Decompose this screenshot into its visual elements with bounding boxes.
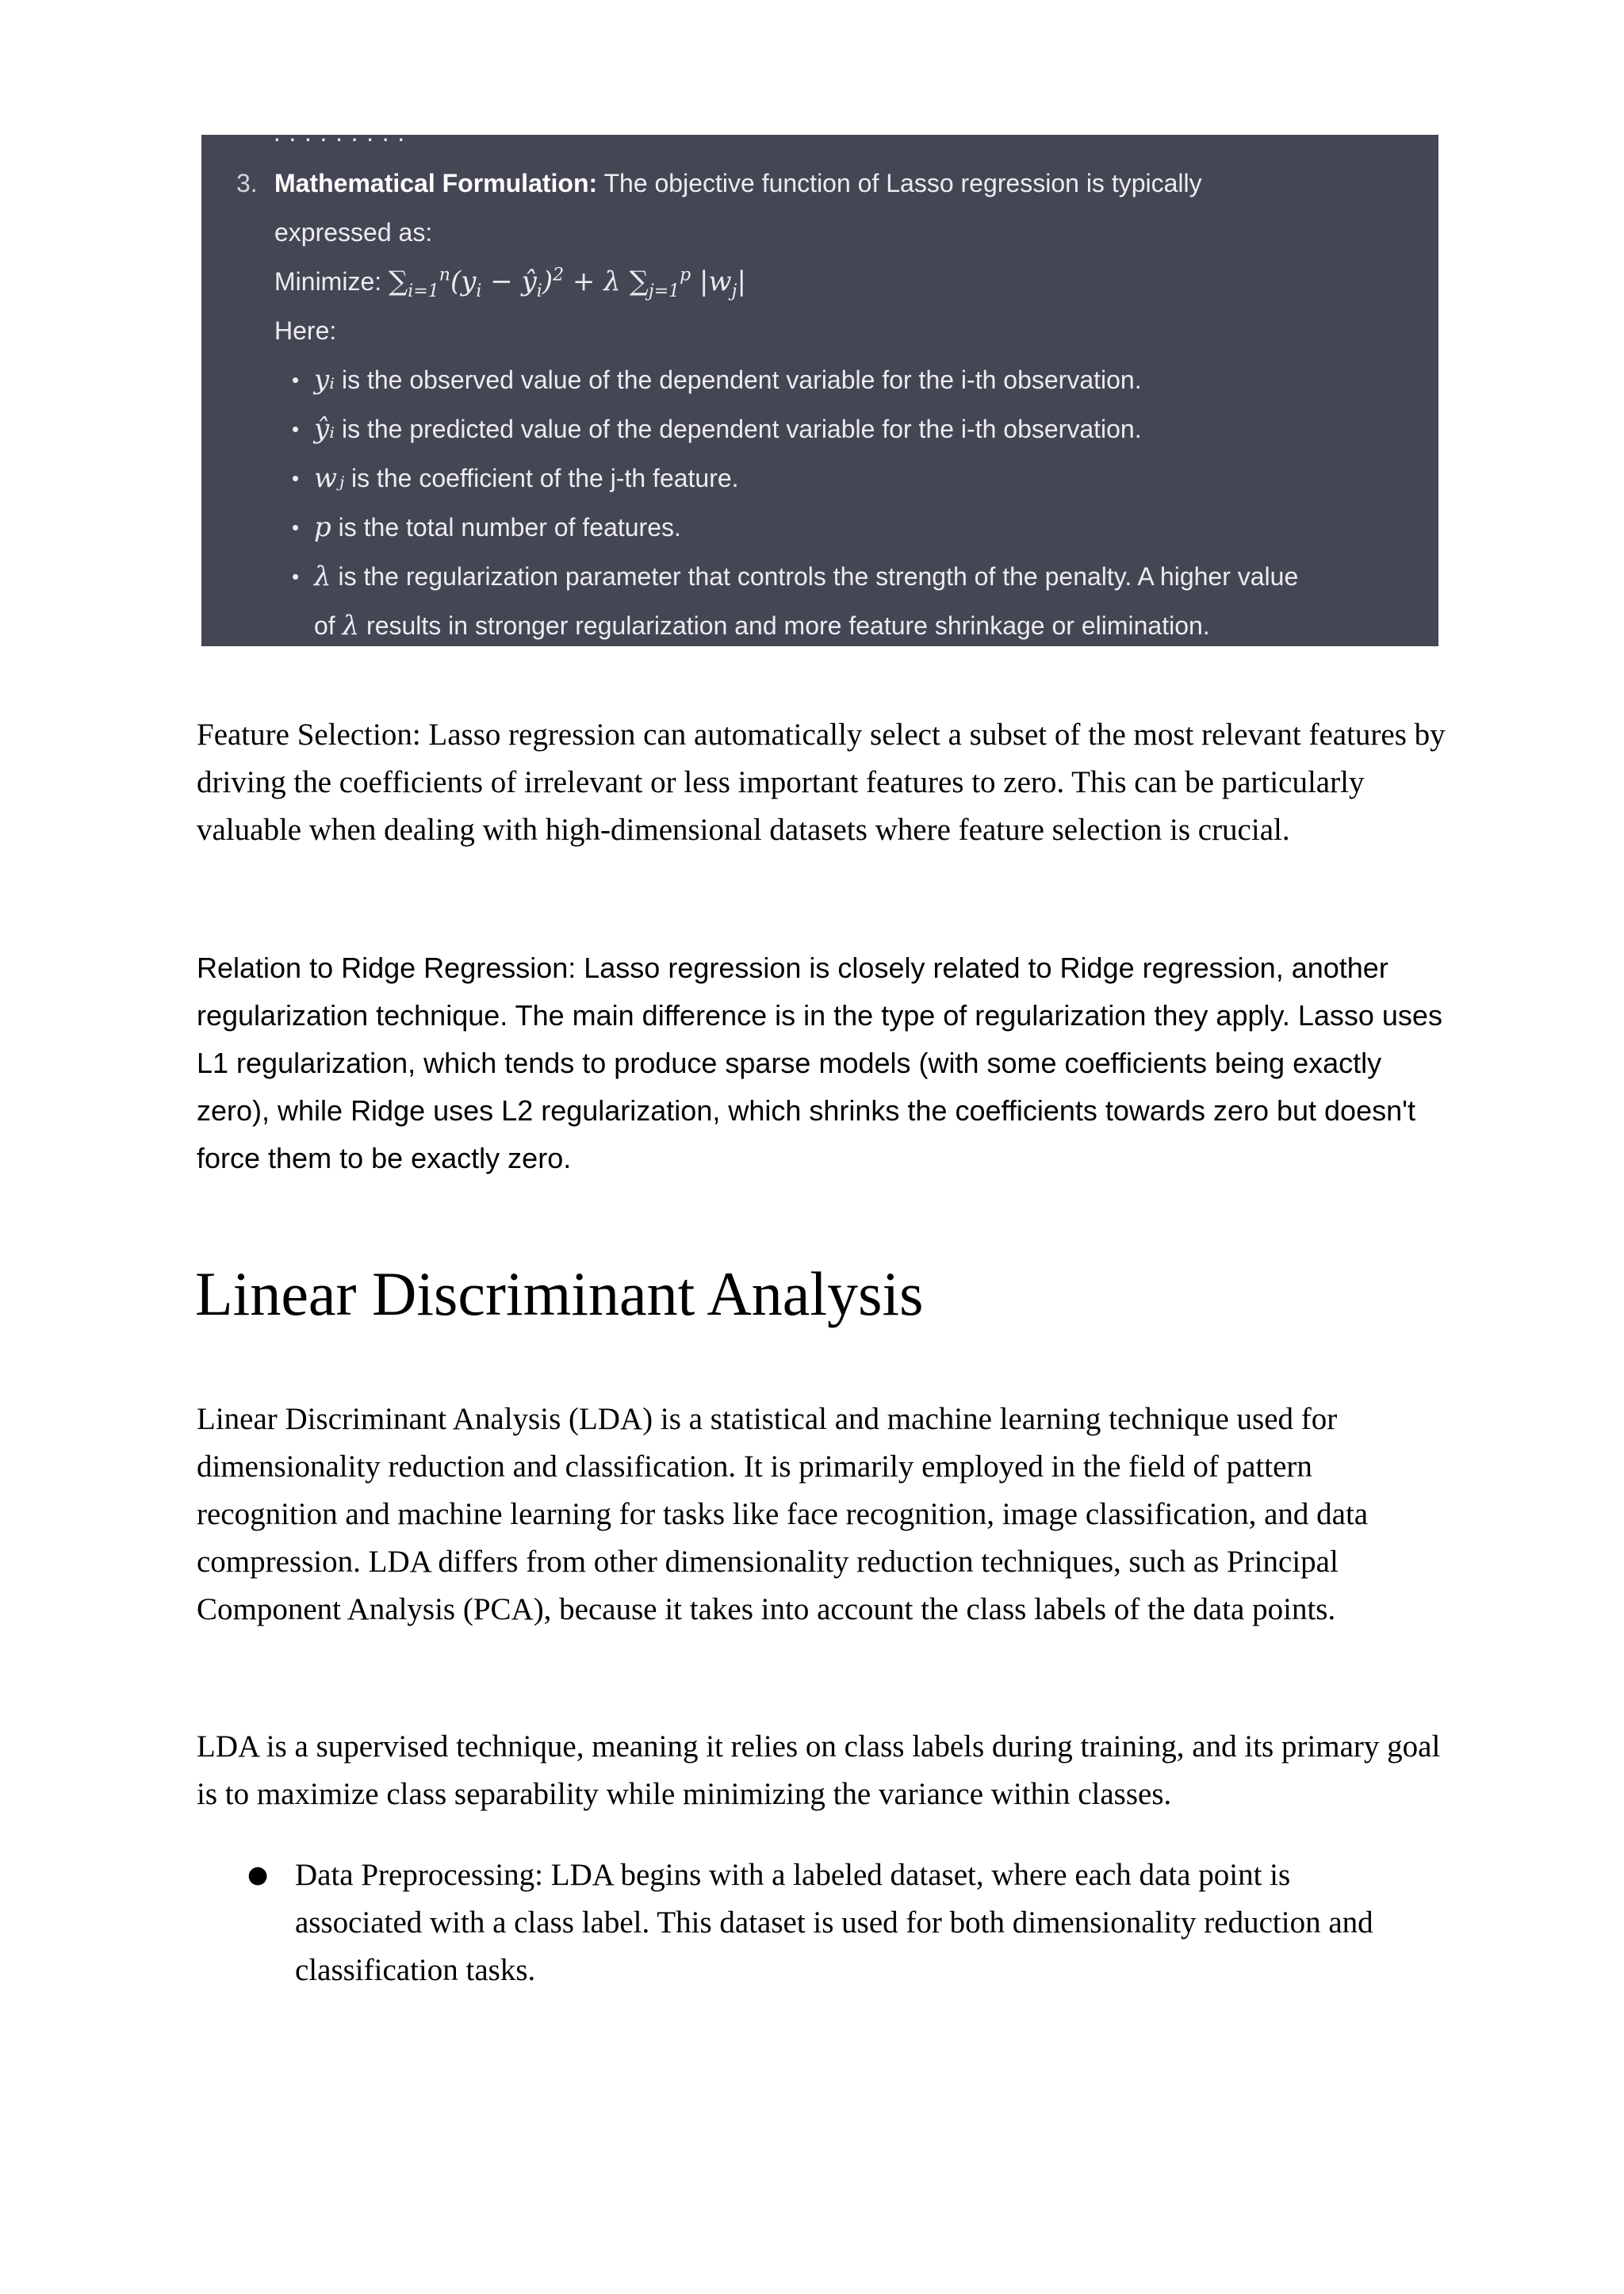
definition-item: λ is the regularization parameter that controls the strength of the penalty. A higher value	[314, 561, 1299, 592]
symbol: ŷᵢ	[314, 413, 335, 445]
formulation-line-2: expressed as:	[274, 218, 433, 247]
embedded-chat-screenshot	[201, 135, 1438, 646]
symbol: λ	[314, 561, 331, 592]
formulation-intro: The objective function of Lasso regression is typically	[597, 169, 1202, 197]
section-heading: Linear Discriminant Analysis	[195, 1259, 924, 1328]
bullet-dot: •	[292, 368, 300, 392]
lda-intro-paragraph: Linear Discriminant Analysis (LDA) is a statistical and machine learning technique used for dimensionality reduction and classification. It is primarily employed in the field of pattern recognition and machine learning for tasks like face recognition, image classification, and data compression. LDA differs from other dimensionality reduction techniques, such as Principal Component Analysis (PCA), because it takes into account the class labels of the data points.	[197, 1402, 1369, 1626]
definition-item: p is the total number of features.	[314, 511, 681, 543]
definition-item: yᵢ is the observed value of the dependent variable for the i-th observation.	[314, 364, 1142, 396]
here-label: Here:	[274, 316, 337, 345]
cropped-text-line: · · · · · · · · ·	[273, 135, 406, 152]
symbol: λ	[342, 610, 360, 641]
objective-formula: $\sum_{i=1}^n(y_i$ − $ŷ_i)^2 + \lambda$ $\sum_{j=1}^p$ $|w_j|$	[389, 265, 746, 301]
bullet-dot: •	[292, 417, 300, 441]
symbol: wⱼ	[314, 462, 345, 494]
formulation-title: Mathematical Formulation:	[274, 169, 598, 197]
formulation-line-1	[274, 159, 1202, 208]
bullet-dot: •	[292, 466, 300, 490]
data-preprocessing-item: Data Preprocessing: LDA begins with a labeled dataset, where each data point is associated with a class label. This dataset is used for both dimensionality reduction and classification tasks.	[295, 1858, 1373, 1987]
definition-item: wⱼ is the coefficient of the j-th feature.	[314, 462, 739, 494]
list-bullet: ●	[247, 1861, 269, 1889]
list-item-number: 3.	[236, 169, 258, 197]
bullet-dot: •	[292, 515, 300, 539]
definition-item-continued: of λ results in stronger regularization and more feature shrinkage or elimination.	[314, 610, 1210, 641]
definition-item: ŷᵢ is the predicted value of the dependent variable for the i-th observation.	[314, 413, 1142, 445]
feature-selection-paragraph: Feature Selection: Lasso regression can automatically select a subset of the most relevant features by driving the coefficients of irrelevant or less important features to zero. This can be particularly valuable when dealing with high-dimensional datasets where feature selection is crucial.	[197, 718, 1446, 847]
ridge-relation-paragraph: Relation to Ridge Regression: Lasso regression is closely related to Ridge regression, another regularization technique. The main difference is in the type of regularization they apply. Lasso uses L1 regularization, which tends to produce sparse models (with some coefficients being exactly zero), while Ridge uses L2 regularization, which shrinks the coefficients towards zero but doesn't force them to be exactly zero.	[197, 952, 1442, 1174]
objective-function	[274, 257, 746, 306]
symbol: yᵢ	[314, 364, 335, 396]
lda-supervised-paragraph: LDA is a supervised technique, meaning it relies on class labels during training, and its primary goal is to maximize class separability while minimizing the variance within classes.	[197, 1729, 1441, 1811]
bullet-dot: •	[292, 565, 300, 588]
symbol: p	[314, 511, 331, 543]
minimize-label: Minimize:	[274, 267, 389, 296]
